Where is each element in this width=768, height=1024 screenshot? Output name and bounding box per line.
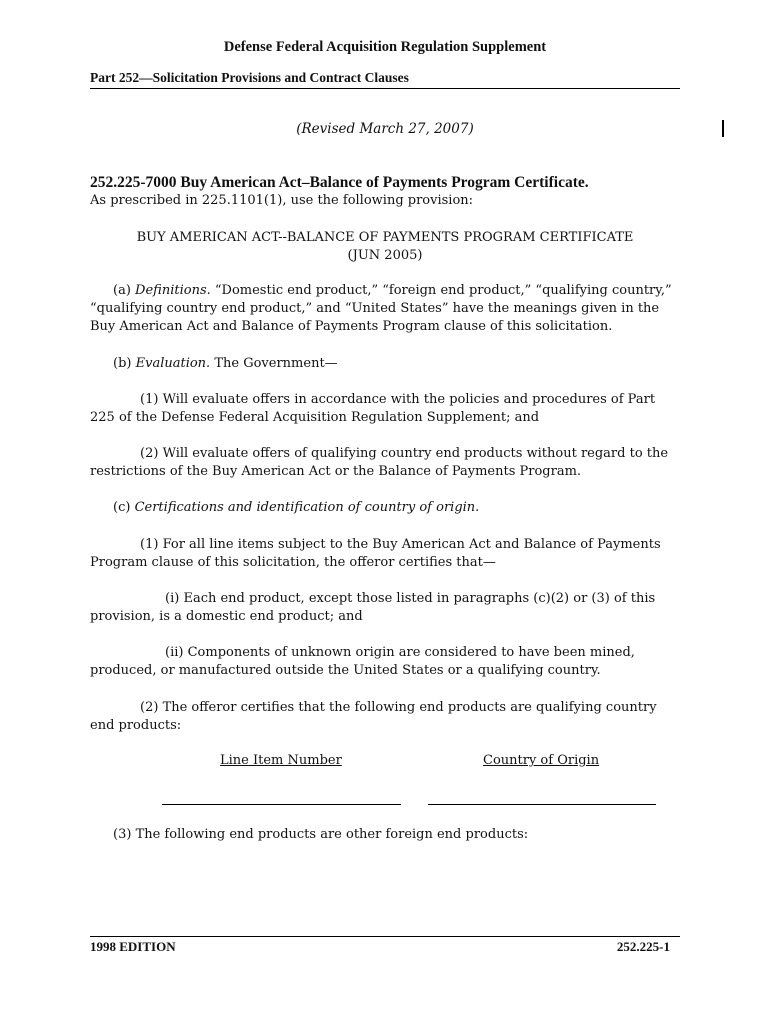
para-label: (b) (113, 356, 132, 371)
revised-date: (Revised March 27, 2007) (296, 121, 474, 137)
paragraph-b1 (90, 391, 682, 427)
footer-rule (90, 936, 680, 937)
para-label: (3) (113, 827, 132, 842)
para-label: (i) (165, 591, 180, 606)
prescribed-text: As prescribed in 225.1101(1), use the following provision: (90, 193, 474, 208)
change-bar (722, 120, 724, 137)
paragraph-c2 (90, 699, 682, 735)
para-label: (2) (140, 446, 159, 461)
paragraph-c3 (90, 826, 682, 844)
para-heading: Definitions. (135, 283, 211, 298)
paragraph-c1 (90, 536, 682, 572)
country-origin-blank-field[interactable] (428, 804, 656, 805)
para-label: (ii) (165, 645, 184, 660)
para-text: Will evaluate offers of qualifying country end products without regard to the restrictions of the Buy American Act or the Balance of Payments Program. (90, 446, 669, 479)
para-label: (a) (113, 283, 131, 298)
paragraph-c1i (90, 590, 682, 626)
para-text: “Domestic end product,” “foreign end product,” “qualifying country,” “qualifying country end product,” and “United States” have the meanings given in the Buy American Act and Balance of Payments Program clause of this solicitation. (90, 283, 672, 334)
para-text: Components of unknown origin are considered to have been mined, produced, or manufactured outside the United States or a qualifying country. (90, 645, 635, 678)
para-text: The following end products are other foreign end products: (135, 827, 529, 842)
header-part: Part 252—Solicitation Provisions and Contract Clauses (90, 70, 409, 85)
provision-title-text: BUY AMERICAN ACT--BALANCE OF PAYMENTS PROGRAM CERTIFICATE (136, 230, 634, 245)
column-header-line-item: Line Item Number (220, 753, 342, 768)
column-header-country: Country of Origin (483, 753, 600, 768)
para-text: For all line items subject to the Buy American Act and Balance of Payments Program clause of this solicitation, the offeror certifies that— (90, 537, 661, 570)
header-rule (90, 88, 680, 89)
para-text: Each end product, except those listed in paragraphs (c)(2) or (3) of this provision, is a domestic end product; and (90, 591, 656, 624)
para-heading: Evaluation. (135, 356, 211, 371)
header-title: Defense Federal Acquisition Regulation Supplement (223, 39, 547, 55)
paragraph-a (90, 282, 682, 336)
para-label: (c) (113, 500, 131, 515)
para-text: The Government— (214, 356, 338, 371)
paragraph-c1ii (90, 644, 682, 680)
para-label: (2) (140, 700, 159, 715)
section-heading: 252.225-7000 Buy American Act–Balance of Payments Program Certificate. (90, 174, 589, 191)
footer-page-number: 252.225-1 (616, 939, 670, 954)
para-label: (1) (140, 392, 159, 407)
paragraph-b2 (90, 445, 682, 481)
para-heading: Certifications and identification of country of origin. (134, 500, 480, 515)
footer-edition: 1998 EDITION (90, 939, 176, 954)
provision-date: (JUN 2005) (347, 248, 423, 263)
para-text: Will evaluate offers in accordance with the policies and procedures of Part 225 of the Defense Federal Acquisition Regulation Supplement; and (90, 392, 656, 425)
paragraph-b (90, 355, 682, 373)
provision-title (90, 229, 680, 265)
para-text: The offeror certifies that the following end products are qualifying country end products: (90, 700, 657, 733)
para-label: (1) (140, 537, 159, 552)
paragraph-c (90, 499, 682, 517)
line-item-blank-field[interactable] (162, 804, 401, 805)
